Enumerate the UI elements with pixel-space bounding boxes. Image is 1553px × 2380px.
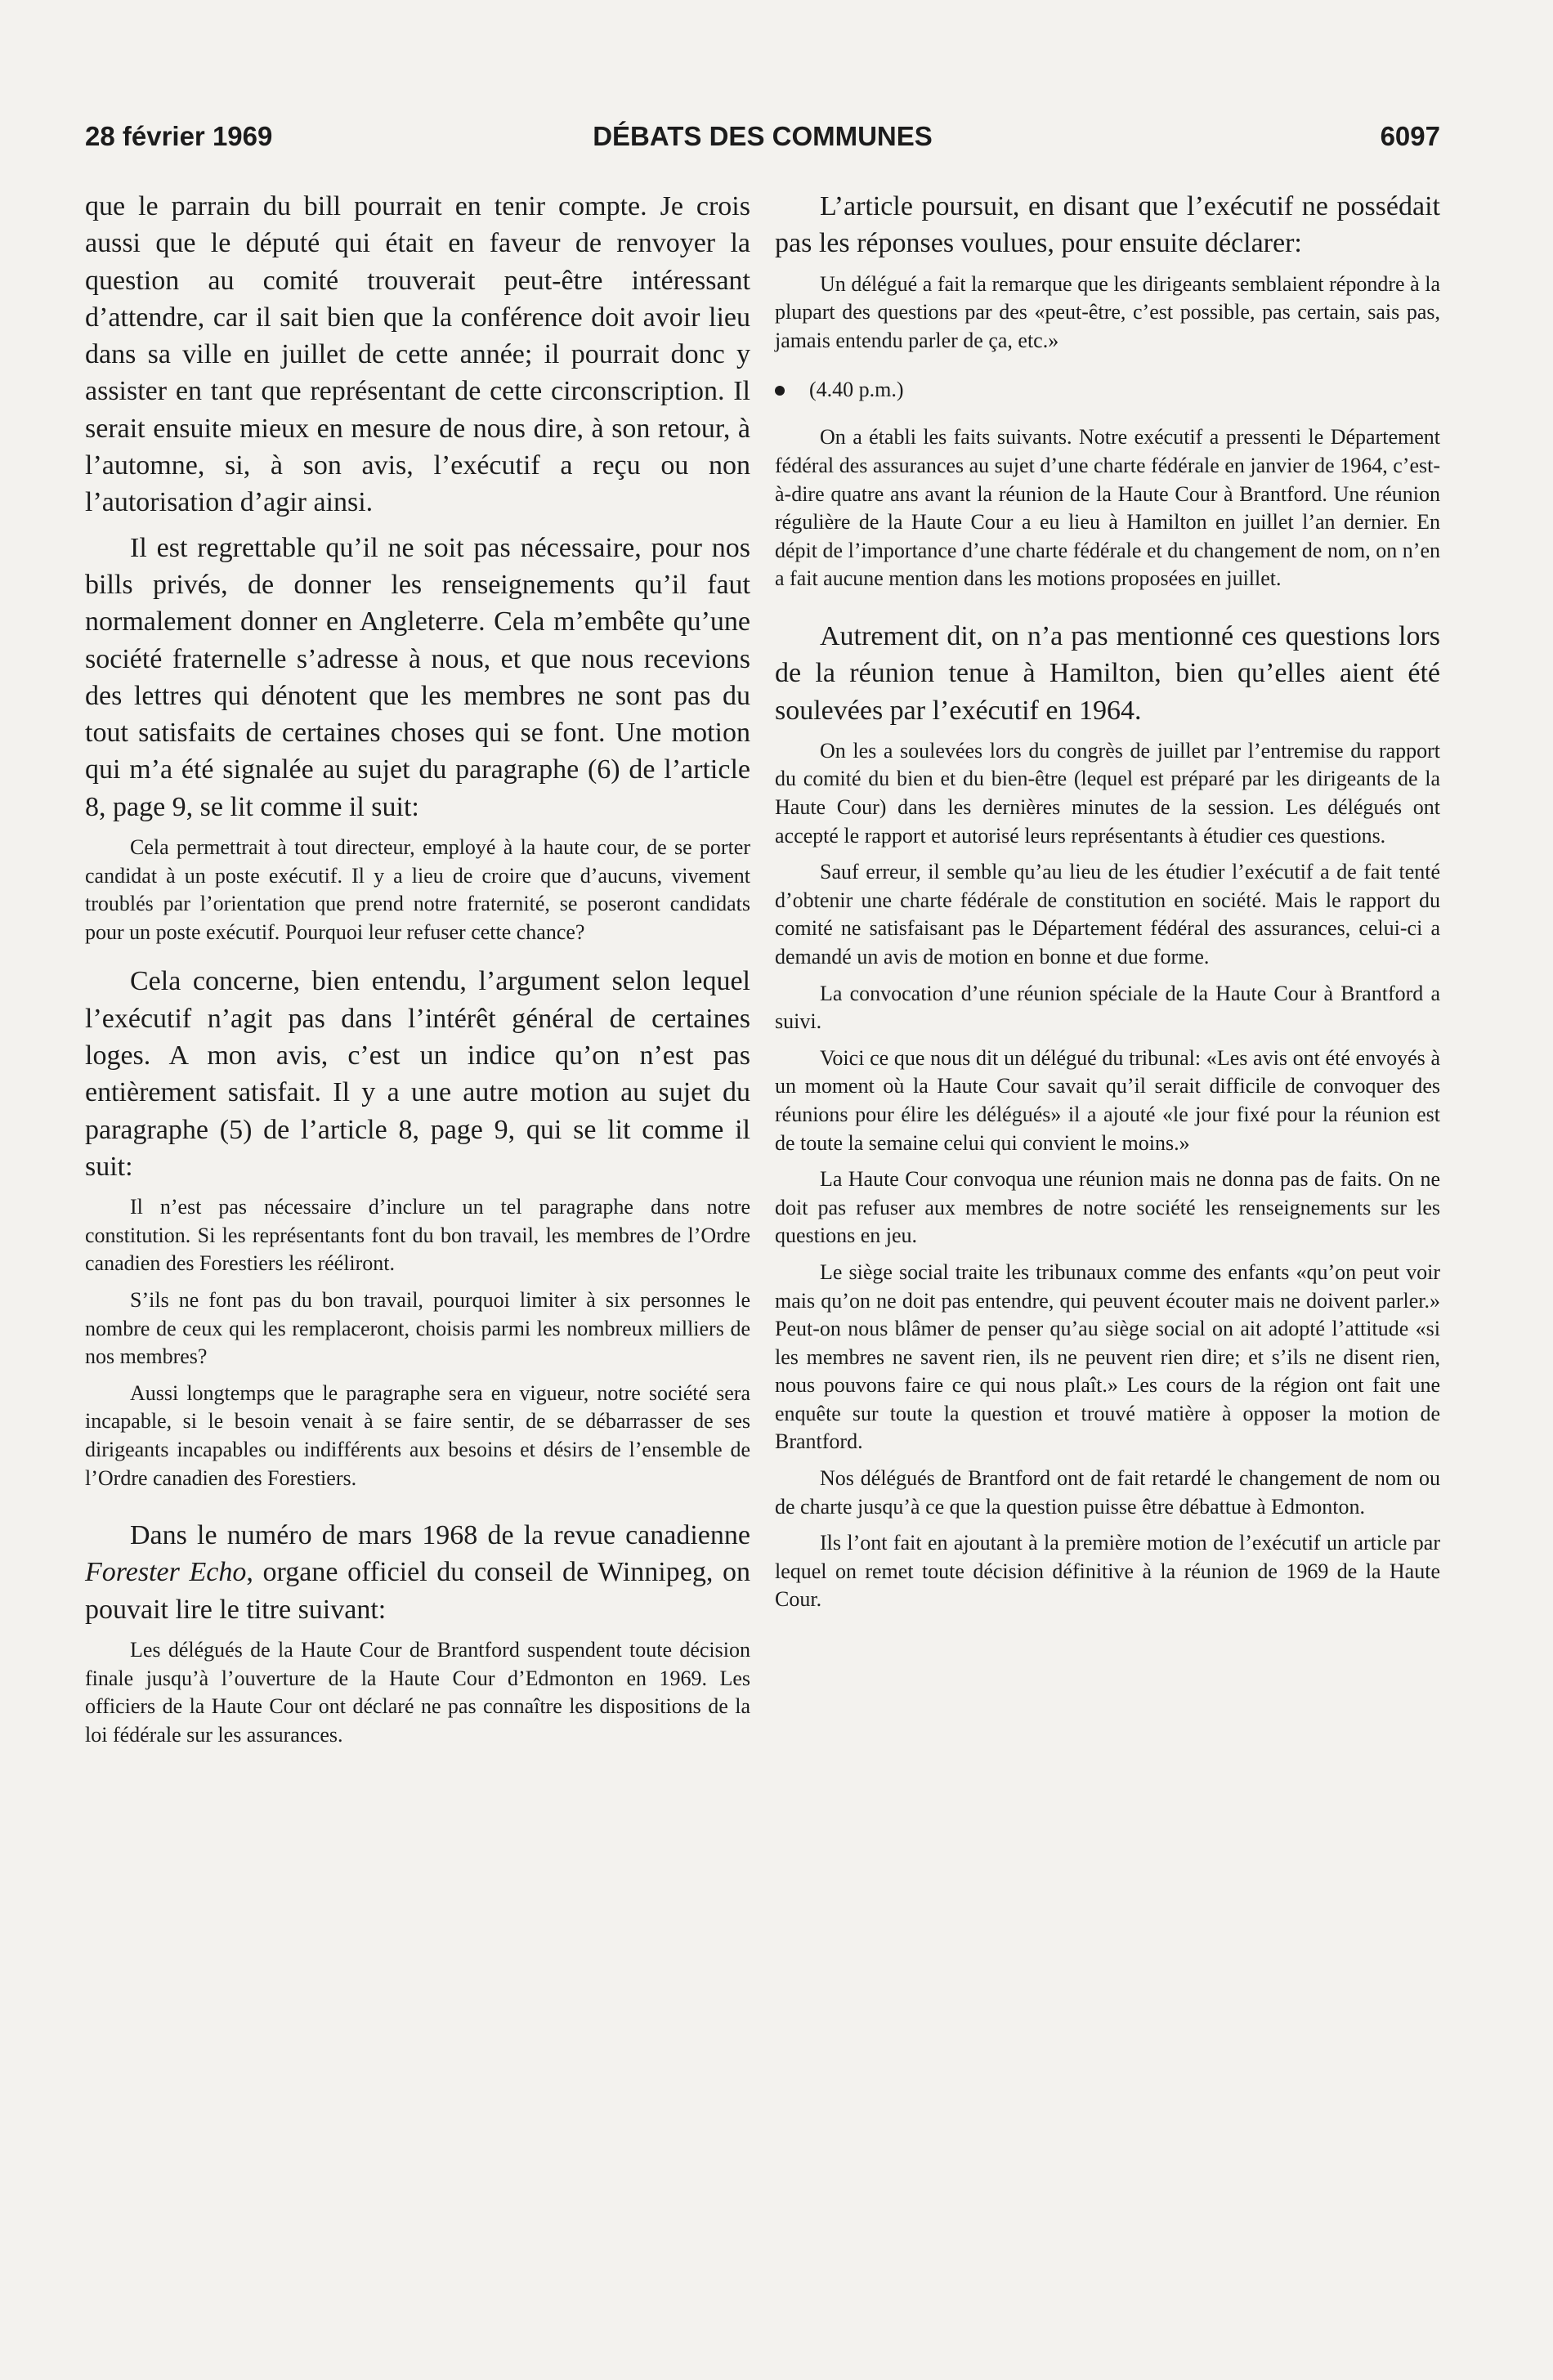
quotation: La Haute Cour convoqua une réunion mais ne donna pas de faits. On ne doit pas refuser aux membres de notre société les renseignements sur les questions en jeu. [775,1167,1440,1248]
quotation: Un délégué a fait la remarque que les dirigeants semblaient répondre à la plupart des questions par des «peut-être, c’est possible, pas certain, sais pas, jamais entendu parler de ça, etc.» [775,271,1440,352]
quotation: Il n’est pas nécessaire d’inclure un tel paragraphe dans notre constitution. Si les représentants font du bon travail, les membres de l’Ordre canadien des Forestiers les rééliront. [85,1195,750,1276]
paragraph: que le parrain du bill pourrait en tenir compte. Je crois aussi que le député qui était en faveur de renvoyer la question au comité trouverait peut-être intéressant d’attendre, car il sait bien que la conférence doit avoir lieu dans sa ville en juillet de cette année; il pourrait donc y assister en tant que représentant de cette circonscription. Il serait ensuite mieux en mesure de nous dire, à son retour, à l’automne, si, à son avis, l’exécutif a reçu ou non l’autorisation d’agir ainsi. [85,191,750,518]
quotation: Nos délégués de Brantford ont de fait retardé le changement de nom ou de charte jusqu’à ce que la question puisse être débattue à Edmonton. [775,1466,1440,1519]
publication-title: Forester Echo [85,1557,247,1588]
quotation: Le siège social traite les tribunaux comme des enfants «qu’on peut voir mais qu’on ne doit pas entendre, qui peuvent écouter mais ne doivent parler.» Peut-on nous blâmer de penser qu’au siège social on ait adopté l’attitude «si les membres ne savent rien, ils ne peuvent rien dire; et s’ils ne disent rien, nous pouvons faire ce qui nous plaît.» Les cours de la région ont fait une enquête sur toute la question et trouvé matière à opposer la motion de Brantford. [775,1259,1440,1454]
paragraph: Il est regrettable qu’il ne soit pas nécessaire, pour nos bills privés, de donner les renseignements qu’il faut normalement donner en Angleterre. Cela m’embête qu’une société fraternelle s’adresse à nous, et que nous recevions des lettres qui dénotent que les membres ne sont pas du tout satisfaits de certaines choses qui se font. Une motion qui m’a été signalée au sujet du paragraphe (6) de l’article 8, page 9, se lit comme il suit: [85,532,750,822]
page-number: 6097 [1380,121,1440,151]
paragraph [85,1517,750,1628]
time-text: (4.40 p.m.) [809,378,904,402]
quotation: La convocation d’une réunion spéciale de la Haute Cour à Brantford a suivi. [775,981,1440,1034]
quotation: Les délégués de la Haute Cour de Brantford suspendent toute décision finale jusqu’à l’ouverture de la Haute Cour d’Edmonton en 1969. Les officiers de la Haute Cour ont déclaré ne pas connaître les dispositions de la loi fédérale sur les assurances. [85,1638,750,1747]
right-column [775,188,1440,1614]
quotation: Ils l’ont fait en ajoutant à la première motion de l’exécutif un article par lequel on remet toute décision définitive à la réunion de 1969 de la Haute Cour. [775,1531,1440,1612]
left-column [85,188,750,1749]
header-date: 28 février 1969 [85,121,273,151]
quotation: On les a soulevées lors du congrès de juillet par l’entremise du rapport du comité du bien et du bien-être (lequel est préparé par les dirigeants de la Haute Cour) dans les dernières minutes de la session. Les délégués ont accepté le rapport et autorisé leurs représentants à étudier ces questions. [775,738,1440,848]
header-title: DÉBATS DES COMMUNES [593,121,933,151]
paragraph: L’article poursuit, en disant que l’exécutif ne possédait pas les réponses voulues, pour ensuite déclarer: [775,191,1440,259]
bullet-icon [775,386,785,396]
text: Dans le numéro de mars 1968 de la revue canadienne [130,1520,750,1551]
text: , organe officiel du conseil de Winnipeg, on pouvait lire le titre suivant: [85,1557,750,1625]
time-marker [775,376,1440,404]
quotation: Sauf erreur, il semble qu’au lieu de les étudier l’exécutif a de fait tenté d’obtenir une charte fédérale de constitution en société. Mais le rapport du comité ne satisfaisant pas le Département fédéral des assurances, celui-ci a demandé un avis de motion en bonne et due forme. [775,860,1440,969]
paragraph: Cela concerne, bien entendu, l’argument selon lequel l’exécutif n’agit pas dans l’intérêt général de certaines loges. A mon avis, c’est un indice qu’on n’est pas entièrement satisfait. Il y a une autre motion au sujet du paragraphe (5) de l’article 8, page 9, qui se lit comme il suit: [85,966,750,1182]
paragraph: Autrement dit, on n’a pas mentionné ces questions lors de la réunion tenue à Hamilton, bien qu’elles aient été soulevées par l’exécutif en 1964. [775,620,1440,726]
quotation: On a établi les faits suivants. Notre exécutif a pressenti le Département fédéral des assurances au sujet d’une charte fédérale en janvier de 1964, c’est-à-dire quatre ans avant la réunion de la Haute Cour à Brantford. Une réunion régulière de la Haute Cour a eu lieu à Hamilton en juillet l’an dernier. En dépit de l’importance d’une charte fédérale et du changement de nom, on n’en a fait aucune mention dans les motions proposées en juillet. [775,425,1440,591]
quotation: Aussi longtemps que le paragraphe sera en vigueur, notre société sera incapable, si le besoin venait à se faire sentir, de se débarrasser de ses dirigeants incapables ou indifférents aux besoins et désirs de l’ensemble de l’Ordre canadien des Forestiers. [85,1380,750,1490]
quotation: Voici ce que nous dit un délégué du tribunal: «Les avis ont été envoyés à un moment où la Haute Cour savait qu’il serait difficile de convoquer des réunions pour élire les délégués» il a ajouté «le jour fixé pour la réunion est de toute la semaine celui qui convient le moins.» [775,1045,1440,1155]
quotation: Cela permettrait à tout directeur, employé à la haute cour, de se porter candidat à un poste exécutif. Il y a lieu de croire que d’aucuns, vivement troublés par l’orientation que prend notre fraternité, se poseront candidats pour un poste exécutif. Pourquoi leur refuser cette chance? [85,835,750,944]
page-header [85,121,1440,162]
quotation: S’ils ne font pas du bon travail, pourquoi limiter à six personnes le nombre de ceux qui les remplaceront, choisis parmi les nombreux milliers de nos membres? [85,1287,750,1369]
